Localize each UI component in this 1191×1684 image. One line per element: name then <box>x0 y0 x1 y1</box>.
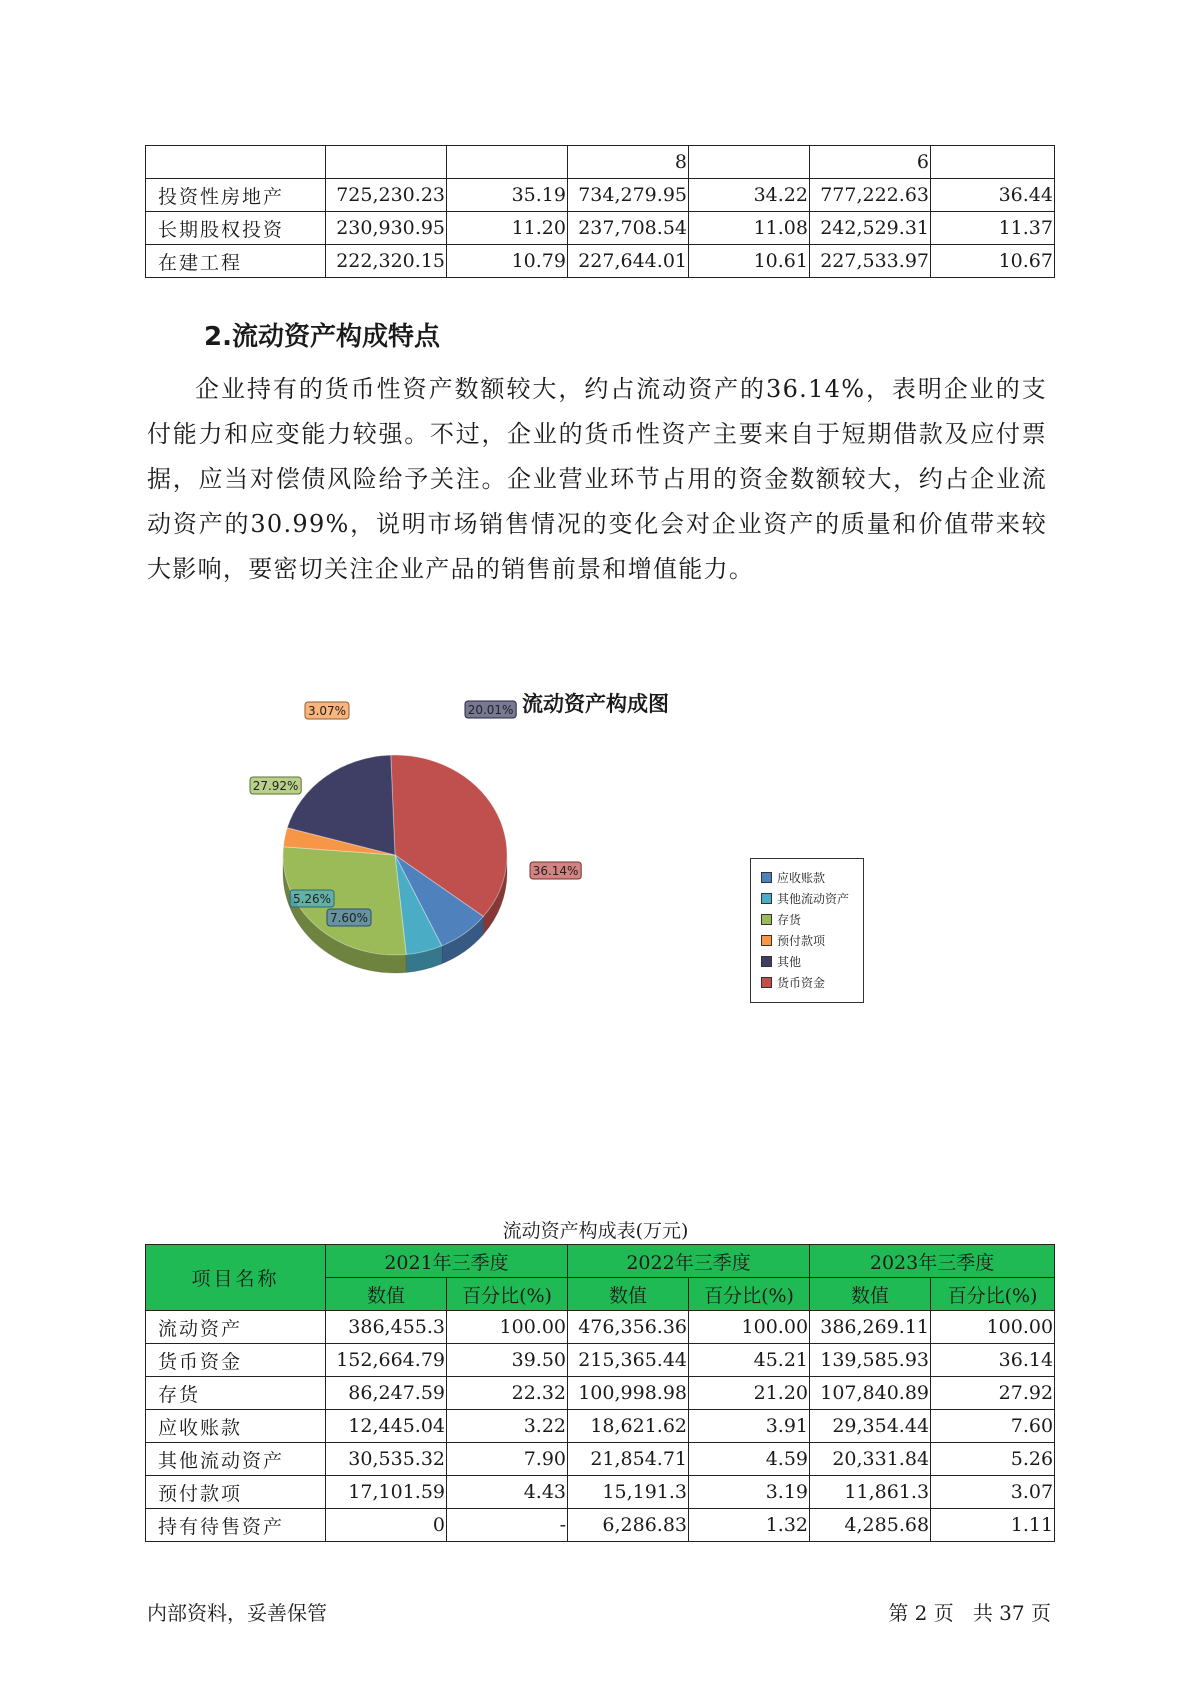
percent-cell: - <box>447 1509 568 1542</box>
value-cell: 222,320.15 <box>326 245 447 278</box>
value-cell: 777,222.63 <box>810 179 931 212</box>
value-cell: 237,708.54 <box>568 212 689 245</box>
header-percent: 百分比(%) <box>689 1278 810 1311</box>
header-period-2022: 2022年三季度 <box>568 1245 810 1278</box>
legend-item <box>751 930 863 951</box>
pie-data-label <box>530 862 581 879</box>
header-value: 数值 <box>810 1278 931 1311</box>
percent-cell: 34.22 <box>689 179 810 212</box>
body-paragraph: 企业持有的货币性资产数额较大，约占流动资产的36.14%，表明企业的支付能力和应变能力较强。不过，企业的货币性资产主要来自于短期借款及应付票据，应当对偿债风险给予关注。企业营业环节占用的资金数额较大，约占企业流动资产的30.99%，说明市场销售情况的变化会对企业资产的质量和价值带来较大影响，要密切关注企业产品的销售前景和增值能力。 <box>147 375 1047 583</box>
label-text: 20.01% <box>467 703 514 717</box>
legend-swatch <box>761 956 772 967</box>
legend-swatch <box>761 872 772 883</box>
value-cell <box>326 146 447 179</box>
value-cell: 8 <box>568 146 689 179</box>
percent-cell: 10.61 <box>689 245 810 278</box>
header-value: 数值 <box>326 1278 447 1311</box>
row-label: 货币资金 <box>146 1344 326 1377</box>
percent-cell: 7.90 <box>447 1443 568 1476</box>
percent-cell <box>931 146 1055 179</box>
percent-cell: 3.22 <box>447 1410 568 1443</box>
percent-cell: 4.43 <box>447 1476 568 1509</box>
table-row <box>146 1377 1055 1410</box>
value-cell: 21,854.71 <box>568 1443 689 1476</box>
legend-label: 其他 <box>777 955 802 969</box>
percent-cell: 27.92 <box>931 1377 1055 1410</box>
value-cell: 100,998.98 <box>568 1377 689 1410</box>
legend-swatch <box>761 935 772 946</box>
header-period-2021: 2021年三季度 <box>326 1245 568 1278</box>
legend-label: 存货 <box>777 913 802 927</box>
percent-cell: 3.91 <box>689 1410 810 1443</box>
pie-data-label <box>327 909 371 926</box>
percent-cell <box>689 146 810 179</box>
label-text: 27.92% <box>252 779 299 793</box>
pie-data-label <box>290 890 334 907</box>
row-label: 流动资产 <box>146 1311 326 1344</box>
table-caption: 流动资产构成表(万元) <box>502 1220 689 1242</box>
table-row <box>146 1443 1055 1476</box>
header-percent: 百分比(%) <box>931 1278 1055 1311</box>
value-cell: 30,535.32 <box>326 1443 447 1476</box>
row-label: 其他流动资产 <box>146 1443 326 1476</box>
table-row <box>146 1476 1055 1509</box>
percent-cell: 45.21 <box>689 1344 810 1377</box>
legend-label: 其他流动资产 <box>777 892 850 906</box>
value-cell: 12,445.04 <box>326 1410 447 1443</box>
legend-swatch <box>761 977 772 988</box>
percent-cell <box>447 146 568 179</box>
legend-item <box>751 888 863 909</box>
percent-cell: 11.37 <box>931 212 1055 245</box>
value-cell: 0 <box>326 1509 447 1542</box>
row-label: 在建工程 <box>146 245 326 278</box>
percent-cell: 36.44 <box>931 179 1055 212</box>
value-cell: 734,279.95 <box>568 179 689 212</box>
value-cell: 11,861.3 <box>810 1476 931 1509</box>
legend-label: 应收账款 <box>777 871 826 885</box>
percent-cell: 7.60 <box>931 1410 1055 1443</box>
table-row <box>146 1509 1055 1542</box>
value-cell: 29,354.44 <box>810 1410 931 1443</box>
legend-label: 预付款项 <box>777 934 826 948</box>
percent-cell: 1.11 <box>931 1509 1055 1542</box>
legend-label: 货币资金 <box>777 976 826 990</box>
chart-legend <box>750 858 864 1003</box>
section-heading: 2.流动资产构成特点 <box>204 322 440 352</box>
pie-data-label <box>305 702 349 719</box>
value-cell: 107,840.89 <box>810 1377 931 1410</box>
value-cell: 227,644.01 <box>568 245 689 278</box>
table-row <box>146 1344 1055 1377</box>
current-assets-table <box>145 1244 1055 1542</box>
percent-cell: 3.07 <box>931 1476 1055 1509</box>
table-body <box>146 1311 1055 1542</box>
label-text: 36.14% <box>532 864 579 878</box>
legend-item <box>751 909 863 930</box>
value-cell: 6 <box>810 146 931 179</box>
percent-cell: 10.79 <box>447 245 568 278</box>
percent-cell: 35.19 <box>447 179 568 212</box>
legend-item <box>751 972 863 993</box>
header-percent: 百分比(%) <box>447 1278 568 1311</box>
pie-data-label <box>250 777 301 794</box>
table-header <box>146 1245 1055 1311</box>
legend-item <box>751 867 863 888</box>
value-cell: 227,533.97 <box>810 245 931 278</box>
value-cell: 230,930.95 <box>326 212 447 245</box>
row-label <box>146 146 326 179</box>
percent-cell: 100.00 <box>447 1311 568 1344</box>
percent-cell: 21.20 <box>689 1377 810 1410</box>
percent-cell: 1.32 <box>689 1509 810 1542</box>
legend-swatch <box>761 893 772 904</box>
value-cell: 15,191.3 <box>568 1476 689 1509</box>
label-text: 3.07% <box>307 704 347 718</box>
percent-cell: 4.59 <box>689 1443 810 1476</box>
value-cell: 18,621.62 <box>568 1410 689 1443</box>
percent-cell: 100.00 <box>931 1311 1055 1344</box>
label-text: 7.60% <box>329 911 369 925</box>
value-cell: 20,331.84 <box>810 1443 931 1476</box>
footer-page-number: 第 2 页 共 37 页 <box>888 1601 1051 1625</box>
header-value: 数值 <box>568 1278 689 1311</box>
legend-item <box>751 951 863 972</box>
value-cell: 725,230.23 <box>326 179 447 212</box>
footer-confidential: 内部资料，妥善保管 <box>147 1601 327 1625</box>
value-cell: 386,455.3 <box>326 1311 447 1344</box>
table-row <box>146 1410 1055 1443</box>
percent-cell: 3.19 <box>689 1476 810 1509</box>
table-row <box>146 179 1055 212</box>
header-item-name: 项目名称 <box>146 1245 326 1311</box>
label-text: 5.26% <box>292 892 332 906</box>
value-cell: 6,286.83 <box>568 1509 689 1542</box>
row-label: 存货 <box>146 1377 326 1410</box>
legend-swatch <box>761 914 772 925</box>
row-label: 应收账款 <box>146 1410 326 1443</box>
value-cell: 215,365.44 <box>568 1344 689 1377</box>
value-cell: 4,285.68 <box>810 1509 931 1542</box>
header-period-2023: 2023年三季度 <box>810 1245 1055 1278</box>
table-row <box>146 212 1055 245</box>
pie-data-label <box>465 701 516 718</box>
row-label: 持有待售资产 <box>146 1509 326 1542</box>
percent-cell: 22.32 <box>447 1377 568 1410</box>
percent-cell: 36.14 <box>931 1344 1055 1377</box>
table-row <box>146 245 1055 278</box>
top-table <box>145 145 1055 278</box>
percent-cell: 11.20 <box>447 212 568 245</box>
value-cell: 86,247.59 <box>326 1377 447 1410</box>
value-cell: 139,585.93 <box>810 1344 931 1377</box>
percent-cell: 100.00 <box>689 1311 810 1344</box>
value-cell: 17,101.59 <box>326 1476 447 1509</box>
percent-cell: 39.50 <box>447 1344 568 1377</box>
percent-cell: 5.26 <box>931 1443 1055 1476</box>
table-row <box>146 1311 1055 1344</box>
value-cell: 386,269.11 <box>810 1311 931 1344</box>
pie-chart <box>230 703 630 1005</box>
row-label: 预付款项 <box>146 1476 326 1509</box>
value-cell: 476,356.36 <box>568 1311 689 1344</box>
row-label: 长期股权投资 <box>146 212 326 245</box>
value-cell: 242,529.31 <box>810 212 931 245</box>
top-table-body <box>146 146 1055 278</box>
chart-title: 流动资产构成图 <box>522 692 669 716</box>
value-cell: 152,664.79 <box>326 1344 447 1377</box>
percent-cell: 10.67 <box>931 245 1055 278</box>
percent-cell: 11.08 <box>689 212 810 245</box>
table-row <box>146 146 1055 179</box>
row-label: 投资性房地产 <box>146 179 326 212</box>
